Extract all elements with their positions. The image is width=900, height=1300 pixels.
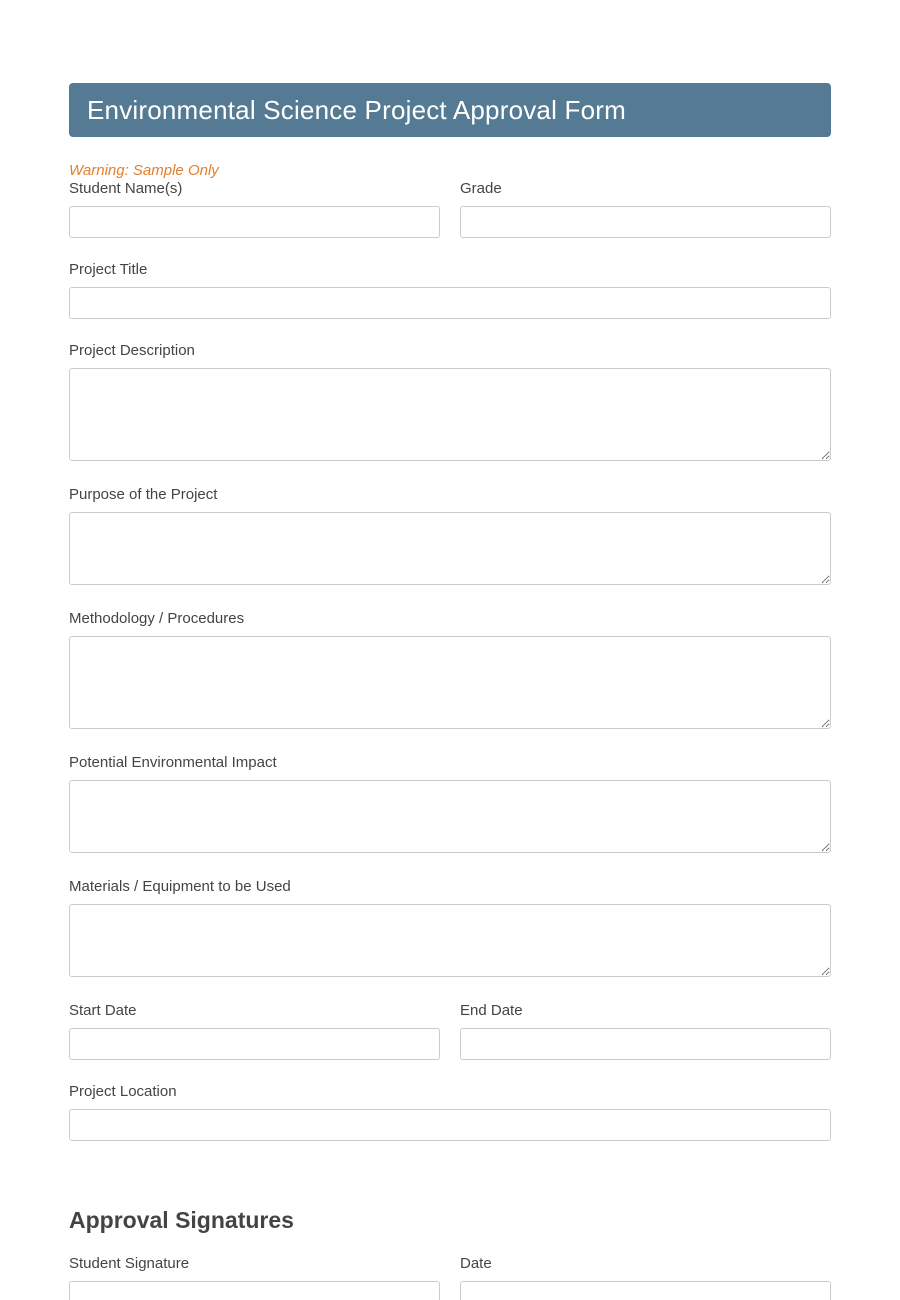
signature-date-label: Date bbox=[460, 1255, 492, 1272]
form-page bbox=[69, 0, 831, 1300]
materials-label: Materials / Equipment to be Used bbox=[69, 878, 291, 895]
project-purpose-label: Purpose of the Project bbox=[69, 486, 218, 503]
signature-date-input[interactable] bbox=[460, 1281, 831, 1300]
materials-group bbox=[69, 878, 831, 977]
methodology-label: Methodology / Procedures bbox=[69, 610, 245, 627]
start-date-group bbox=[69, 1002, 440, 1060]
end-date-label: End Date bbox=[460, 1002, 523, 1019]
name-grade-row bbox=[69, 180, 831, 238]
signature-row bbox=[69, 1255, 831, 1300]
student-signature-label: Student Signature bbox=[69, 1255, 190, 1272]
project-location-input[interactable] bbox=[69, 1109, 831, 1141]
environmental-impact-group bbox=[69, 754, 831, 853]
project-title-input[interactable] bbox=[69, 287, 831, 319]
grade-label: Grade bbox=[460, 180, 502, 197]
approval-signatures-heading: Approval Signatures bbox=[69, 1207, 294, 1233]
project-location-label: Project Location bbox=[69, 1083, 177, 1100]
student-signature-input[interactable] bbox=[69, 1281, 440, 1300]
project-description-label: Project Description bbox=[69, 342, 195, 359]
project-title-group bbox=[69, 261, 831, 319]
project-description-textarea[interactable] bbox=[69, 368, 831, 461]
project-description-group bbox=[69, 342, 831, 461]
start-date-input[interactable] bbox=[69, 1028, 440, 1060]
sample-warning: Warning: Sample Only bbox=[69, 162, 219, 179]
student-signature-group bbox=[69, 1255, 440, 1300]
page-title: Environmental Science Project Approval Form bbox=[87, 94, 626, 125]
dates-row bbox=[69, 1002, 831, 1060]
methodology-group bbox=[69, 610, 831, 729]
start-date-label: Start Date bbox=[69, 1002, 137, 1019]
grade-group bbox=[460, 180, 831, 238]
materials-textarea[interactable] bbox=[69, 904, 831, 977]
project-purpose-group bbox=[69, 486, 831, 585]
form-header bbox=[69, 83, 831, 137]
signature-date-group bbox=[460, 1255, 831, 1300]
grade-input[interactable] bbox=[460, 206, 831, 238]
environmental-impact-label: Potential Environmental Impact bbox=[69, 754, 277, 771]
student-names-label: Student Name(s) bbox=[69, 180, 183, 197]
methodology-textarea[interactable] bbox=[69, 636, 831, 729]
student-names-group bbox=[69, 180, 440, 238]
project-location-group bbox=[69, 1083, 831, 1141]
end-date-group bbox=[460, 1002, 831, 1060]
end-date-input[interactable] bbox=[460, 1028, 831, 1060]
project-title-label: Project Title bbox=[69, 261, 148, 278]
student-names-input[interactable] bbox=[69, 206, 440, 238]
project-purpose-textarea[interactable] bbox=[69, 512, 831, 585]
environmental-impact-textarea[interactable] bbox=[69, 780, 831, 853]
